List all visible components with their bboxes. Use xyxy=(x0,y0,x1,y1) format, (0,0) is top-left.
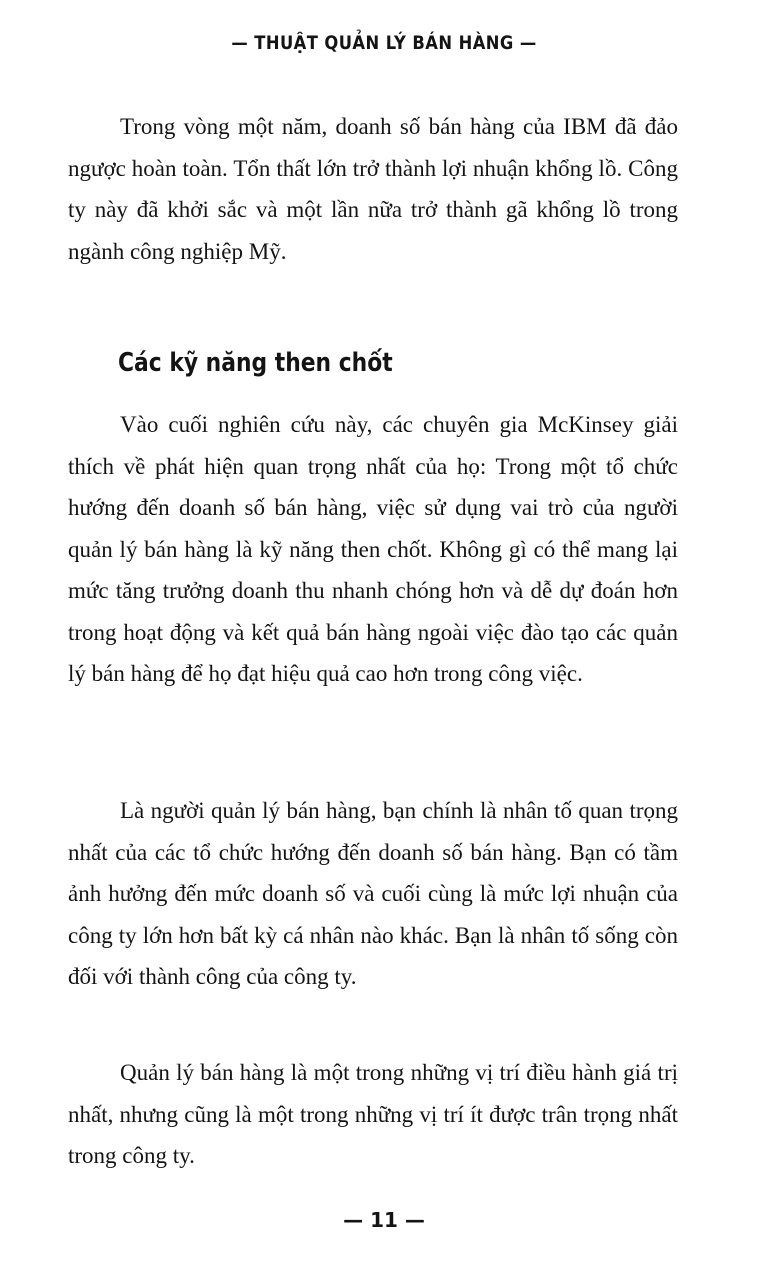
section-heading: Các kỹ năng then chốt xyxy=(118,348,393,378)
page-number: — 11 — xyxy=(343,1208,425,1232)
paragraph: Vào cuối nghiên cứu này, các chuyên gia McKinsey giải thích về phát hiện quan trọng nhất của họ: Trong một tổ chức hướng đến doanh số bán hàng, việc sử dụng vai trò của người quản lý bán hàng là kỹ năng then chốt. Không gì có thể mang lại mức tăng trưởng doanh thu nhanh chóng hơn và dễ dự đoán hơn trong hoạt động và kết quả bán hàng ngoài việc đào tạo các quản lý bán hàng để họ đạt hiệu quả cao hơn trong công việc. xyxy=(68,412,678,686)
paragraph: Là người quản lý bán hàng, bạn chính là nhân tố quan trọng nhất của các tổ chức hướng đến doanh số bán hàng. Bạn có tầm ảnh hưởng đến mức doanh số và cuối cùng là mức lợi nhuận của công ty lớn hơn bất kỳ cá nhân nào khác. Bạn là nhân tố sống còn đối với thành công của công ty. xyxy=(68,798,678,989)
paragraph: Trong vòng một năm, doanh số bán hàng của IBM đã đảo ngược hoàn toàn. Tổn thất lớn trở thành lợi nhuận khổng lồ. Công ty này đã khởi sắc và một lần nữa trở thành gã khổng lồ trong ngành công nghiệp Mỹ. xyxy=(68,114,678,264)
paragraph: Quản lý bán hàng là một trong những vị trí điều hành giá trị nhất, nhưng cũng là một trong những vị trí ít được trân trọng nhất trong công ty. xyxy=(68,1060,678,1168)
running-header: — THUẬT QUẢN LÝ BÁN HÀNG — xyxy=(231,32,537,54)
